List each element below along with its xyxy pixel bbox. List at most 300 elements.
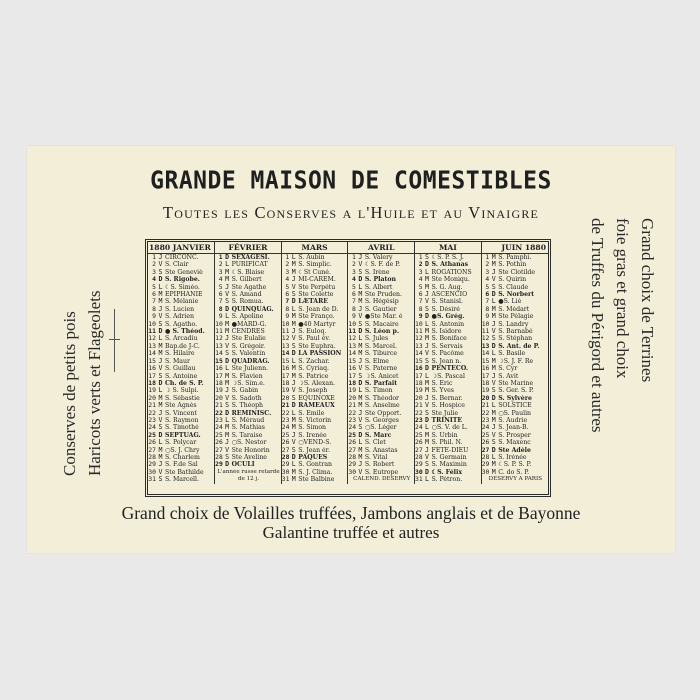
day-number: 6 xyxy=(218,291,223,299)
day-number: 22 xyxy=(481,409,490,417)
saint-name: ☾S. F. de P. xyxy=(364,261,415,268)
saint-name: S. Aubin xyxy=(297,254,348,262)
weekday-letter: M xyxy=(225,276,230,284)
calendar-day-row xyxy=(148,469,548,476)
weekday-letter: S xyxy=(425,357,430,365)
weekday-letter: M xyxy=(225,431,230,439)
weekday-letter: D xyxy=(225,461,230,469)
day-number: 18 xyxy=(415,379,423,387)
day-number: 27 xyxy=(148,446,156,454)
weekday-letter: S xyxy=(225,298,230,306)
weekday-letter: V xyxy=(358,313,363,321)
day-number: 30 xyxy=(148,468,156,476)
weekday-letter: M xyxy=(491,365,496,373)
saint-name: S. Irenée xyxy=(297,432,348,439)
day-number: 4 xyxy=(152,276,156,284)
day-number: 24 xyxy=(348,424,357,432)
day-number: 10 xyxy=(481,320,490,328)
weekday-letter: L xyxy=(158,335,163,343)
saint-name: S. Anastas xyxy=(364,447,415,454)
saint-name: Ste Aveline xyxy=(231,454,282,461)
day-number: 3 xyxy=(218,268,223,276)
weekday-letter: L xyxy=(291,409,296,417)
weekday-letter: J xyxy=(158,357,163,365)
day-number: 7 xyxy=(352,298,356,306)
day-number: 19 xyxy=(415,387,423,395)
saint-name: EQUINOXE xyxy=(297,395,348,402)
day-number: 9 xyxy=(152,313,156,321)
day-number: 28 xyxy=(481,453,490,461)
saint-name: ☽S. Sim.e. xyxy=(231,380,282,387)
saint-name: S. Théoph xyxy=(231,402,282,409)
saint-name: Ste Clotilde xyxy=(498,268,536,276)
weekday-letter: J xyxy=(158,461,163,469)
weekday-letter: V xyxy=(491,276,496,284)
saint-name: S. Prosper xyxy=(498,431,531,439)
saint-name: ○S. Nestor xyxy=(231,439,282,446)
weekday-letter: J xyxy=(358,253,363,261)
weekday-letter: J xyxy=(225,439,230,447)
saint-name: ☽S. J. F. Re xyxy=(498,357,534,365)
calendar-day-row xyxy=(148,343,548,350)
saint-name: RAMEAUX xyxy=(297,402,348,409)
weekday-letter: V xyxy=(291,387,296,395)
weekday-letter: L xyxy=(225,416,230,424)
weekday-letter: M xyxy=(291,268,296,276)
weekday-letter: M xyxy=(358,402,363,410)
saint-name: ☾S. Siméo. xyxy=(164,284,215,291)
weekday-letter: S xyxy=(425,409,430,417)
day-number: 22 xyxy=(348,409,357,417)
saint-name: S. Avit xyxy=(498,372,519,380)
saint-name: S. Mélanie xyxy=(164,298,215,305)
weekday-letter: V xyxy=(291,335,296,343)
day-number: 12 xyxy=(148,335,156,343)
day-number: 18 xyxy=(281,379,290,387)
card-subtitle: Toutes les Conserves a l'Huile et au Vinaigre xyxy=(162,203,540,222)
day-number: 11 xyxy=(348,328,357,336)
saint-name: ☾S. P. S. J. xyxy=(431,254,482,262)
saint-name: S. Jean de D. xyxy=(297,306,348,313)
saint-name: SEPTUAG. xyxy=(164,432,215,439)
day-number: 21 xyxy=(481,402,490,410)
calendar-footer-note: L'année russe retarde de 12 j. xyxy=(215,469,282,484)
saint-name: C. do S. P. xyxy=(498,468,530,476)
saint-name: S. Théodor xyxy=(364,395,415,402)
weekday-letter: M xyxy=(491,313,496,321)
day-number: 17 xyxy=(415,372,423,380)
day-number: 8 xyxy=(218,305,223,313)
month-header: FÉVRIER xyxy=(215,242,282,254)
day-number: 11 xyxy=(481,328,490,336)
day-number: 4 xyxy=(285,276,290,284)
saint-name: S. Urbin xyxy=(431,432,482,439)
calendar-day-row xyxy=(148,373,548,380)
calendar-day-row xyxy=(148,454,548,461)
day-number: 27 xyxy=(348,446,357,454)
day-number: 17 xyxy=(215,372,223,380)
saint-name: S. Tiburce xyxy=(364,350,415,357)
saint-name: ○S. Paulin xyxy=(498,409,532,417)
day-number: 28 xyxy=(148,453,156,461)
saint-name: S. Mathias xyxy=(231,424,282,431)
saint-name: S. Basile xyxy=(498,350,526,358)
saint-name: ○VEND-S. xyxy=(297,439,348,446)
saint-name: S. Lucien xyxy=(164,306,215,313)
weekday-letter: D xyxy=(158,328,163,336)
saint-name: S. Yves xyxy=(431,387,482,394)
weekday-letter: M xyxy=(225,424,230,432)
weekday-letter: S xyxy=(425,253,430,261)
day-number: 14 xyxy=(348,350,357,358)
saint-name: LÆTARE xyxy=(297,298,348,305)
saint-name: ROGATIONS xyxy=(431,269,482,276)
left-side-line: Haricots verts et Flageolets xyxy=(85,290,104,476)
day-number: 10 xyxy=(348,320,357,328)
day-number: 20 xyxy=(281,394,290,402)
left-ornament-rule xyxy=(114,309,115,372)
calendar-day-row xyxy=(148,365,548,372)
day-number: 22 xyxy=(215,409,223,417)
weekday-letter: V xyxy=(291,283,296,291)
saint-name: S. Claude xyxy=(498,283,529,291)
day-number: 25 xyxy=(281,431,290,439)
saint-name: S. Agatho. xyxy=(164,321,215,328)
saint-name: S. Guillau xyxy=(164,365,215,372)
day-number: 5 xyxy=(485,283,490,291)
saint-name: S. Zachar. xyxy=(297,358,348,365)
weekday-letter: L xyxy=(491,453,496,461)
saint-name: S. Maur xyxy=(164,358,215,365)
day-number: 2 xyxy=(218,261,223,269)
day-number: 10 xyxy=(215,320,223,328)
saint-name: LA PASSION xyxy=(297,350,348,357)
saint-name: S. Sylvère xyxy=(498,394,532,402)
day-number: 6 xyxy=(285,291,290,299)
day-number: 16 xyxy=(148,365,156,373)
saint-name: S. Raymon xyxy=(164,417,215,424)
weekday-letter: J xyxy=(358,461,363,469)
saint-name: SEXAGESI. xyxy=(231,254,282,262)
day-number: 23 xyxy=(348,416,357,424)
saint-name: S. Athanas xyxy=(431,261,482,268)
saint-name: Ste Pruden. xyxy=(364,291,415,298)
saint-name: S. Stéphan xyxy=(498,335,533,343)
day-number: 16 xyxy=(215,365,223,373)
weekday-letter: M xyxy=(425,335,430,343)
saint-name: S. Simon xyxy=(297,424,348,431)
weekday-letter: L xyxy=(425,320,430,328)
weekday-letter: D xyxy=(225,357,230,365)
saint-name: Ste Honorin xyxy=(231,447,282,454)
weekday-letter: J xyxy=(425,394,430,402)
weekday-letter: J xyxy=(425,291,430,299)
saint-name: S. Cyriaq. xyxy=(297,365,348,372)
day-number: 2 xyxy=(285,261,290,269)
saint-name: S. Jean ér. xyxy=(297,447,348,454)
day-number: 1 xyxy=(218,253,223,261)
day-number: 7 xyxy=(285,298,290,306)
calendar-header-row xyxy=(148,242,548,254)
saint-name: Ste Opport. xyxy=(364,410,415,417)
day-number: 23 xyxy=(215,416,223,424)
weekday-letter: S xyxy=(291,446,296,454)
saint-name: S. Charlem xyxy=(164,454,215,461)
day-number: 30 xyxy=(415,468,423,476)
day-number: 8 xyxy=(352,305,356,313)
month-header xyxy=(481,242,548,254)
weekday-letter: D xyxy=(291,453,296,461)
saint-name: ●40 Martyr xyxy=(297,321,348,328)
weekday-letter: S xyxy=(225,402,230,410)
day-number: 6 xyxy=(485,291,490,299)
saint-name: ☾St Cuné. xyxy=(297,269,348,276)
day-number: 27 xyxy=(481,446,490,454)
weekday-letter: M xyxy=(291,372,296,380)
weekday-letter: M xyxy=(425,283,430,291)
weekday-letter: L xyxy=(425,268,430,276)
weekday-letter: L xyxy=(491,402,496,410)
day-number: 12 xyxy=(348,335,357,343)
weekday-letter: S xyxy=(225,453,230,461)
month-header xyxy=(148,242,215,254)
day-number: 13 xyxy=(481,342,490,350)
day-number: 25 xyxy=(148,431,156,439)
day-number: 1 xyxy=(485,253,490,261)
day-number: 29 xyxy=(348,461,357,469)
weekday-letter: M xyxy=(158,350,163,358)
day-number: 13 xyxy=(281,342,290,350)
day-number: 29 xyxy=(481,461,490,469)
weekday-letter: S xyxy=(291,394,296,402)
weekday-letter: S xyxy=(491,387,496,395)
day-number: 6 xyxy=(418,291,423,299)
weekday-letter: J xyxy=(158,305,163,313)
weekday-letter: M xyxy=(491,461,496,469)
weekday-letter: M xyxy=(225,268,230,276)
weekday-letter: L xyxy=(158,387,163,395)
day-number: 16 xyxy=(481,365,490,373)
saint-name: S. Macaire xyxy=(364,321,415,328)
day-number: 25 xyxy=(348,431,357,439)
day-number: 20 xyxy=(348,394,357,402)
saint-name: S. Paterne xyxy=(364,365,415,372)
saint-name: S. Pacôme xyxy=(431,350,482,357)
day-number: 14 xyxy=(215,350,223,358)
day-number: 9 xyxy=(218,313,223,321)
weekday-letter: M xyxy=(358,453,363,461)
day-number: 14 xyxy=(148,350,156,358)
saint-name: S. Timothé xyxy=(164,424,215,431)
weekday-letter: M xyxy=(158,342,163,350)
day-number: 26 xyxy=(215,439,223,447)
year-label: 1880 xyxy=(149,243,173,252)
day-number: 8 xyxy=(418,305,423,313)
weekday-letter: V xyxy=(491,379,496,387)
day-number: 14 xyxy=(281,350,290,358)
weekday-letter: D xyxy=(491,291,496,299)
saint-name: S. F.de Sal xyxy=(164,461,215,468)
day-number: 1 xyxy=(418,253,423,261)
day-number: 7 xyxy=(418,298,423,306)
saint-name: S. Irène xyxy=(364,269,415,276)
weekday-letter: D xyxy=(225,253,230,261)
day-number: 21 xyxy=(348,402,357,410)
weekday-letter: S xyxy=(291,291,296,299)
card-title: GRANDE MAISON DE COMESTIBLES xyxy=(150,166,552,196)
saint-name: S. Germain xyxy=(431,454,482,461)
saint-name: S. Jules xyxy=(364,335,415,342)
saint-name: S. Grégoir. xyxy=(231,343,282,350)
day-number: 8 xyxy=(485,305,490,313)
saint-name: ASCENCIO xyxy=(431,291,482,298)
day-number: 3 xyxy=(152,268,156,276)
weekday-letter: D xyxy=(358,431,363,439)
weekday-letter: M xyxy=(291,416,296,424)
day-number: 19 xyxy=(281,387,290,395)
day-number: 9 xyxy=(418,313,423,321)
weekday-letter: S xyxy=(491,335,496,343)
weekday-letter: S xyxy=(491,439,496,447)
saint-name: S. Simplic. xyxy=(297,261,348,268)
weekday-letter: D xyxy=(358,328,363,336)
weekday-letter: M xyxy=(291,261,296,269)
saint-name: S. Bernar. xyxy=(431,395,482,402)
weekday-letter: L xyxy=(225,261,230,269)
saint-name: S. Cyr xyxy=(498,365,518,373)
day-number: 3 xyxy=(485,268,490,276)
day-number: 15 xyxy=(348,357,357,365)
weekday-letter: L xyxy=(225,313,230,321)
saint-name: S. J. Clima. xyxy=(297,469,348,476)
day-number: 14 xyxy=(415,350,423,358)
saint-name: Ste Agnès xyxy=(164,402,215,409)
saint-name: S. Patrice xyxy=(297,373,348,380)
saint-name: Ste Eulalie xyxy=(231,335,282,342)
saint-name: S. Ant. de P. xyxy=(498,342,540,350)
calendar-grid xyxy=(148,242,548,484)
weekday-letter: J xyxy=(358,357,363,365)
saint-name: QUADRAG. xyxy=(231,358,282,365)
saint-name: ○S. Léger xyxy=(364,424,415,431)
day-number: 3 xyxy=(285,268,290,276)
weekday-letter: M xyxy=(225,379,230,387)
left-side-text xyxy=(57,290,107,476)
weekday-letter: V xyxy=(358,365,363,373)
day-number: 22 xyxy=(281,409,290,417)
saint-name: S. Eutrope xyxy=(364,469,415,476)
weekday-letter: V xyxy=(291,439,296,447)
saint-name: ☽S. Anicet xyxy=(364,373,415,380)
weekday-letter: S xyxy=(358,424,363,432)
day-number: 19 xyxy=(481,387,490,395)
day-number: 31 xyxy=(415,476,423,484)
day-number: 24 xyxy=(215,424,223,432)
day-number: 27 xyxy=(415,446,423,454)
weekday-letter: L xyxy=(358,439,363,447)
weekday-letter: L xyxy=(358,335,363,343)
day-number: 13 xyxy=(348,342,357,350)
saint-name: S. Jean-B. xyxy=(498,424,529,432)
calendar-footer-note: DESERVY A PARIS xyxy=(488,476,543,483)
day-number: 26 xyxy=(348,439,357,447)
weekday-letter: M xyxy=(291,313,296,321)
saint-name: Ste Julienn. xyxy=(231,365,282,372)
saint-name: S. Pothin xyxy=(498,261,527,269)
day-number: 26 xyxy=(481,439,490,447)
saint-name: S. Timon xyxy=(364,387,415,394)
day-number: 8 xyxy=(285,305,290,313)
weekday-letter: S xyxy=(158,268,163,276)
day-number: 5 xyxy=(152,283,156,291)
day-number: 16 xyxy=(415,365,423,373)
weekday-letter: M xyxy=(158,446,163,454)
day-number: 30 xyxy=(481,468,490,476)
saint-name: S. G. Aug. xyxy=(431,284,482,291)
right-side-line: foie gras et grand choix xyxy=(613,218,632,379)
weekday-letter: V xyxy=(225,394,230,402)
weekday-letter: S xyxy=(158,372,163,380)
day-number: 17 xyxy=(281,372,290,380)
day-number: 13 xyxy=(415,342,423,350)
saint-name: S. Parfait xyxy=(364,380,415,387)
weekday-letter: M xyxy=(425,328,430,336)
weekday-letter: S xyxy=(291,342,296,350)
weekday-letter: V xyxy=(158,261,163,269)
bottom-line-1: Grand choix de Volailles truffées, Jambons anglais et de Bayonne xyxy=(121,503,581,523)
day-number: 18 xyxy=(348,379,357,387)
day-number: 13 xyxy=(215,342,223,350)
calendar-day-row xyxy=(148,380,548,387)
calendar-day-row xyxy=(148,335,548,342)
day-number: 1 xyxy=(285,253,290,261)
saint-name: S. Paul év. xyxy=(297,335,348,342)
calendar-day-row xyxy=(148,358,548,365)
saint-name: ●S. Lié xyxy=(498,298,522,306)
month-header: AVRIL xyxy=(348,242,415,254)
day-number: 3 xyxy=(352,268,356,276)
calendar-day-row xyxy=(148,461,548,468)
saint-name: S. Arcadiu xyxy=(164,335,215,342)
day-number: 1 xyxy=(152,253,156,261)
saint-name: S. Taraise xyxy=(231,432,282,439)
weekday-letter: V xyxy=(358,261,363,269)
calendar-day-row xyxy=(148,417,548,424)
saint-name: S. Servais xyxy=(431,343,482,350)
day-number: 15 xyxy=(148,357,156,365)
weekday-letter: J xyxy=(158,409,163,417)
weekday-letter: J xyxy=(291,379,296,387)
weekday-letter: D xyxy=(358,379,363,387)
weekday-letter: S xyxy=(358,268,363,276)
day-number: 3 xyxy=(418,268,423,276)
weekday-letter: L xyxy=(158,439,163,447)
saint-name: S. Hospice xyxy=(431,402,482,409)
weekday-letter: S xyxy=(358,372,363,380)
saint-name: S. Marcell. xyxy=(164,476,215,483)
weekday-letter: D xyxy=(425,261,430,269)
weekday-letter: M xyxy=(491,305,496,313)
weekday-letter: D xyxy=(425,313,430,321)
day-number: 4 xyxy=(352,276,356,284)
weekday-letter: V xyxy=(158,313,163,321)
weekday-letter: D xyxy=(425,416,430,424)
day-number: 17 xyxy=(148,372,156,380)
saint-name: S. Isidore xyxy=(431,328,482,335)
calendar-day-row xyxy=(148,439,548,446)
day-number: 24 xyxy=(148,424,156,432)
weekday-letter: J xyxy=(158,253,163,261)
